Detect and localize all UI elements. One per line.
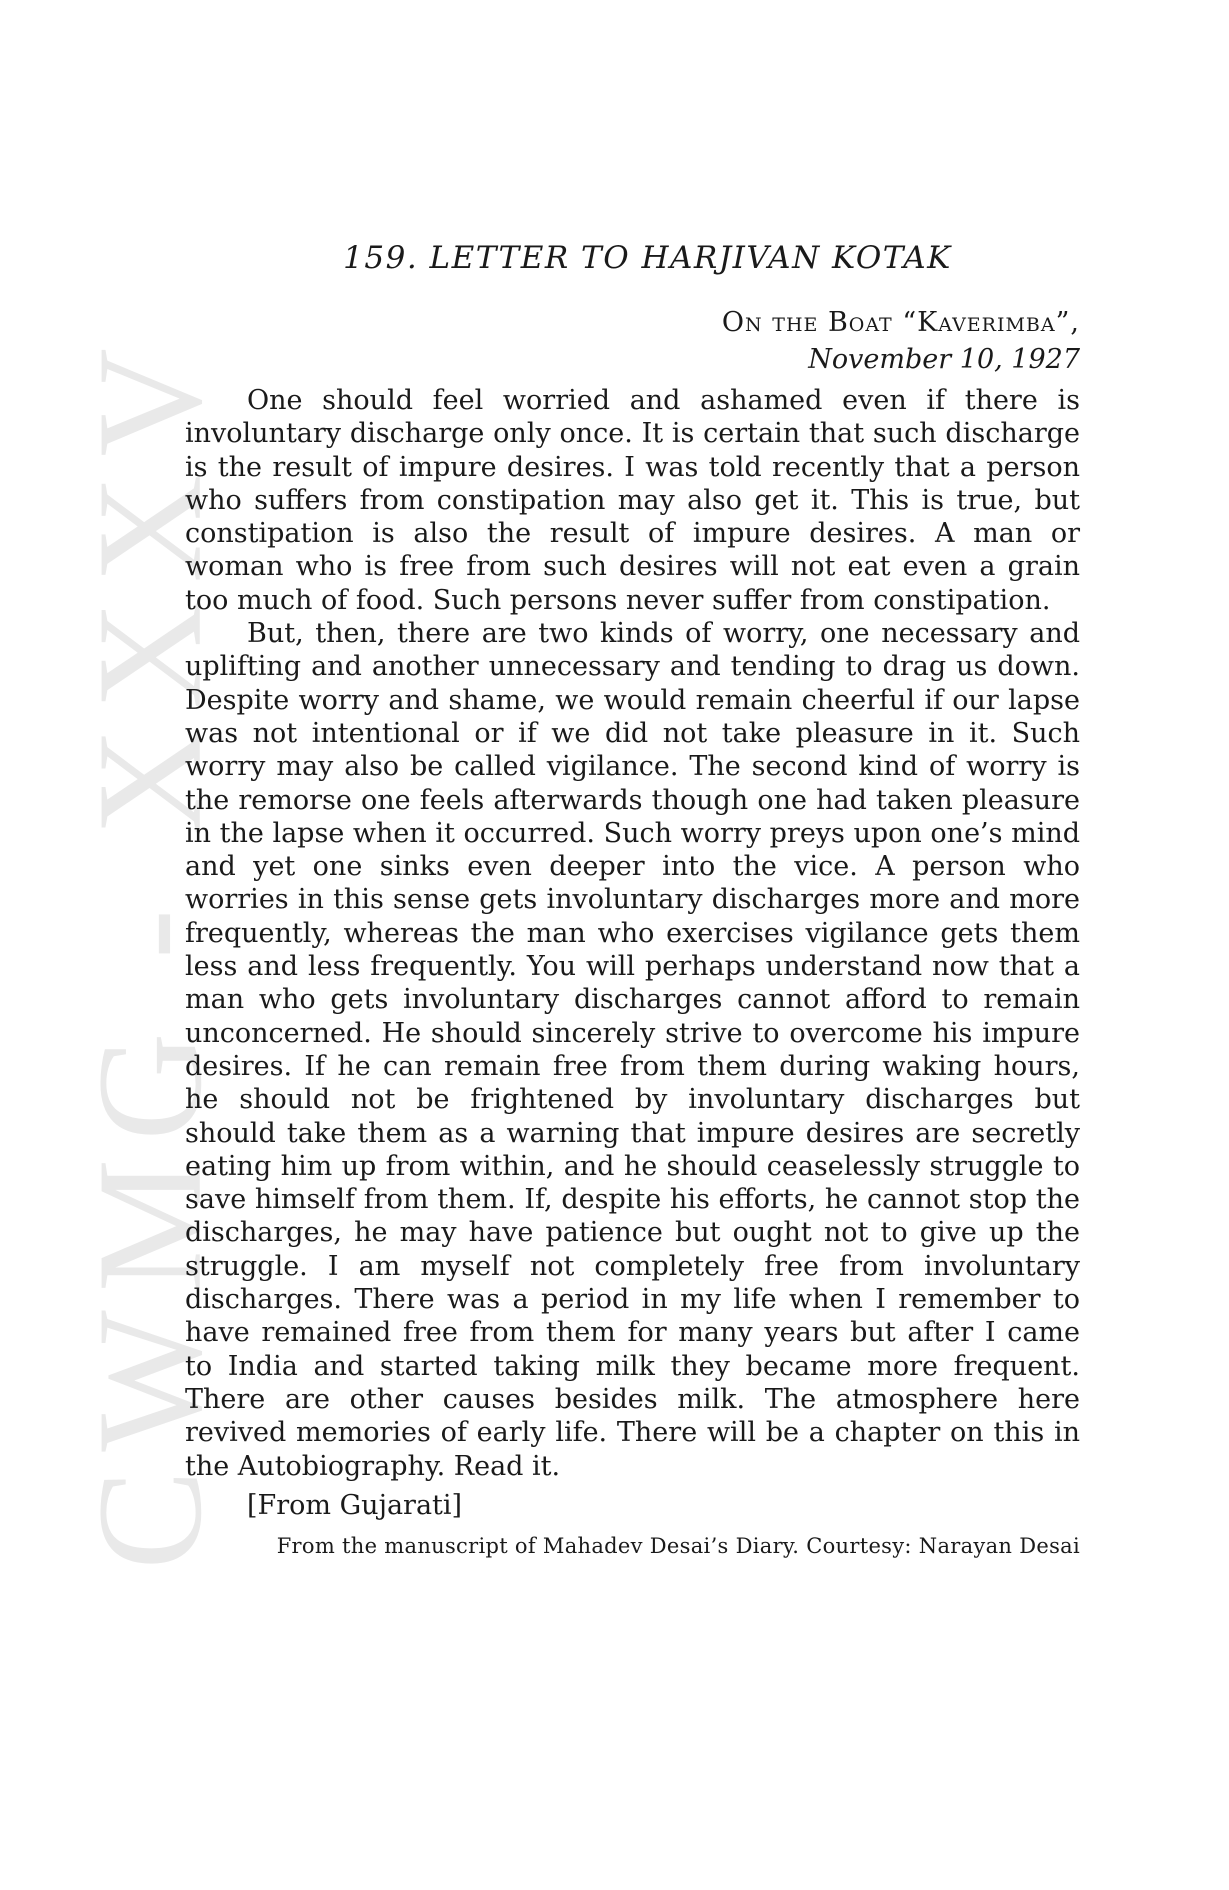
letter-date: November 10, 1927	[808, 344, 1080, 375]
source-note: [From Gujarati]	[247, 1489, 463, 1521]
footnote: From the manuscript of Mahadev Desai’s Diary. Courtesy: Narayan Desai	[276, 1533, 1080, 1558]
watermark-text: CWMG - XXXV	[67, 330, 234, 1570]
body-paragraph-2: But, then, there are two kinds of worry, one necessary and uplifting and another unnecessary and tending to drag us down. Despite worry and shame, we would remain cheerful if our lapse was not intentional or if we did not take pleasure in it. Such worry may also be called vigilance. The second kind of worry is the remorse one feels afterwards though one had taken pleasure in the lapse when it occurred. Such worry preys upon one’s mind and yet one sinks even deeper into the vice. A person who worries in this sense gets involuntary discharges more and more frequently, whereas the man who exercises vigilance gets them less and less frequently. You will perhaps understand now that a man who gets involuntary discharges cannot afford to remain unconcerned. He should sincerely strive to overcome his impure desires. If he can remain free from them during waking hours, he should not be frightened by involuntary discharges but should take them as a warning that impure desires are secretly eating him up from within, and he should ceaselessly struggle to save himself from them. If, despite his efforts, he cannot stop the discharges, he may have patience but ought not to give up the struggle. I am myself not completely free from involuntary discharges. There was a period in my life when I remember to have remained free from them for many years but after I came to India and started taking milk they became more frequent. There are other causes besides milk. The atmosphere here revived memories of early life. There will be a chapter on this in the Autobiography. Read it.	[185, 618, 1080, 1482]
document-page	[185, 240, 1080, 1561]
body-paragraph-1: One should feel worried and ashamed even if there is involuntary discharge only once. It is certain that such discharge is the result of impure desires. I was told recently that a person who suffers from constipation may also get it. This is true, but constipation is also the result of impure desires. A man or woman who is free from such desires will not eat even a grain too much of food. Such persons never suffer from constipation.	[185, 385, 1080, 616]
letter-title: 159. LETTER TO HARJIVAN KOTAK	[343, 240, 952, 276]
letter-place: On the Boat “Kaverimba”,	[721, 307, 1080, 338]
